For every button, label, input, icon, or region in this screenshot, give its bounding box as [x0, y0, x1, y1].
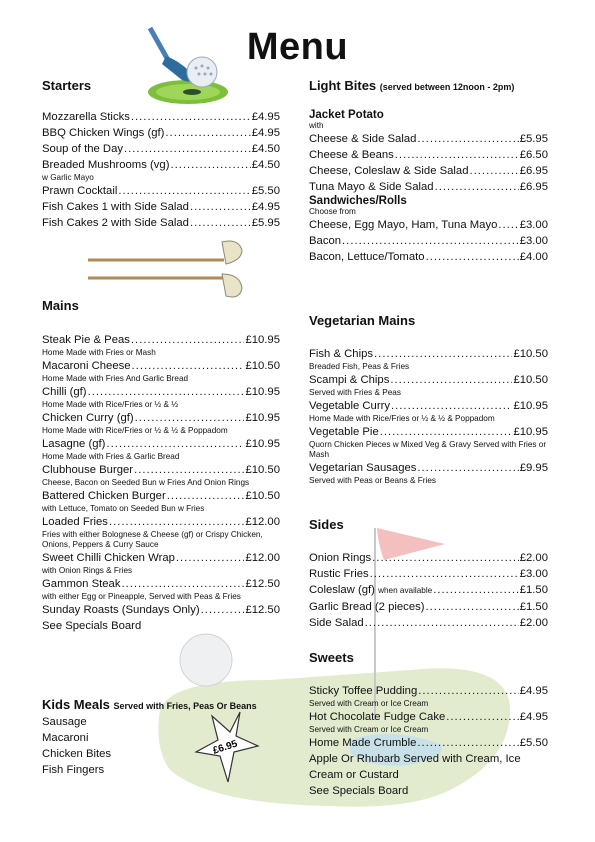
menu-item-name — [42, 462, 133, 478]
menu-item-row — [309, 398, 548, 414]
menu-item-row — [42, 410, 280, 426]
leader-dots — [106, 436, 244, 452]
menu-item-row — [309, 615, 548, 631]
menu-item-note: Served with Peas or Beans & Fries — [309, 476, 436, 485]
menu-item-name-text: Sticky Toffee Pudding — [309, 685, 418, 697]
sandwich-list — [309, 217, 548, 265]
page-title: Menu — [246, 26, 349, 68]
leader-dots — [165, 125, 250, 141]
menu-item-name — [309, 599, 425, 615]
menu-item-name-text: Chicken Curry (gf) — [42, 412, 134, 424]
menu-item-note: Breaded Fish, Peas & Fries — [309, 362, 410, 371]
leader-dots — [390, 372, 512, 388]
leader-dots — [88, 384, 245, 400]
menu-item-price: £4.95 — [519, 711, 548, 723]
leader-dots — [498, 217, 518, 233]
kids-item: Macaroni — [42, 732, 89, 744]
menu-item-name — [42, 384, 87, 400]
menu-item-name-text: Chilli (gf) — [42, 386, 87, 398]
mains-heading: Mains — [42, 298, 79, 313]
leader-dots — [135, 410, 245, 426]
starters-heading: Starters — [42, 78, 92, 93]
menu-item-name — [309, 163, 469, 179]
menu-item-price: £3.00 — [519, 568, 548, 580]
menu-item-name — [42, 436, 105, 452]
leader-dots — [201, 602, 245, 618]
menu-item-row — [42, 358, 280, 374]
menu-item-name-text: Sweet Chilli Chicken Wrap — [42, 552, 175, 564]
menu-item-note: with Onion Rings & Fries — [42, 566, 133, 575]
menu-item-row — [309, 163, 548, 179]
leader-dots — [118, 183, 250, 199]
jacket-heading: Jacket Potato — [309, 109, 384, 121]
menu-item-name — [309, 131, 416, 147]
menu-item-name-text: Vegetarian Sausages — [309, 462, 417, 474]
leader-dots — [426, 249, 519, 265]
menu-item-price: £4.95 — [251, 127, 280, 139]
leader-dots — [190, 215, 251, 231]
mains-see-specials: See Specials Board — [42, 620, 142, 632]
menu-item-price: £6.50 — [519, 149, 548, 161]
menu-item-row — [42, 141, 280, 157]
leader-dots — [131, 332, 245, 348]
menu-item-row — [309, 346, 548, 362]
menu-item-row — [42, 550, 280, 566]
menu-item-name — [309, 566, 369, 582]
menu-item-name-text: Cheese, Egg Mayo, Ham, Tuna Mayo — [309, 219, 498, 231]
menu-item-price: £1.50 — [519, 601, 548, 613]
leader-dots — [370, 566, 519, 582]
menu-item-price: £10.50 — [245, 360, 280, 372]
kids-heading-text: Kids Meals — [42, 697, 110, 712]
menu-item-note: Cheese, Bacon on Seeded Bun w Fries And Onion Rings — [42, 478, 250, 487]
menu-item-row — [309, 550, 548, 566]
menu-item-row — [42, 576, 280, 592]
menu-item-row — [309, 683, 548, 699]
jacket-with: with — [309, 121, 324, 130]
menu-item-price: £6.95 — [519, 165, 548, 177]
leader-dots — [121, 576, 244, 592]
menu-item-name — [309, 615, 364, 631]
menu-item-note: Served with Fries & Peas — [309, 388, 401, 397]
menu-item-price: £10.50 — [513, 374, 548, 386]
menu-item-price: £2.00 — [519, 617, 548, 629]
menu-item-price: £10.95 — [245, 412, 280, 424]
menu-item-name — [42, 514, 108, 530]
leader-dots — [380, 424, 513, 440]
menu-item-name — [42, 602, 200, 618]
menu-item-name-text: Steak Pie & Peas — [42, 334, 130, 346]
menu-item-row — [42, 488, 280, 504]
menu-item-note: Served with Cream or Ice Cream — [309, 725, 429, 734]
leader-dots — [170, 157, 250, 173]
leader-dots — [167, 488, 245, 504]
jacket-list — [309, 131, 548, 195]
menu-item-name-text: Fish Cakes 2 with Side Salad — [42, 217, 189, 229]
leader-dots — [372, 550, 519, 566]
menu-item-price: £12.00 — [245, 516, 280, 528]
mains-list — [42, 332, 280, 618]
menu-item-name — [42, 332, 130, 348]
menu-item-price: £5.50 — [251, 185, 280, 197]
leader-dots — [190, 199, 251, 215]
leader-dots — [391, 398, 512, 414]
menu-item-price: £9.95 — [519, 462, 548, 474]
menu-item-row — [309, 233, 548, 249]
menu-item-name-text: Prawn Cocktail — [42, 185, 118, 197]
menu-item-name-text: Clubhouse Burger — [42, 464, 134, 476]
starters-list — [42, 109, 280, 231]
menu-item-name — [42, 183, 117, 199]
menu-item-row — [42, 215, 280, 231]
menu-item-row — [42, 384, 280, 400]
menu-item-row — [309, 735, 548, 751]
menu-item-price: £4.50 — [251, 143, 280, 155]
menu-item-name — [309, 398, 390, 414]
menu-item-name — [42, 410, 134, 426]
menu-item-note: Home Made with Fries or Mash — [42, 348, 156, 357]
kids-item: Fish Fingers — [42, 764, 105, 776]
sweets-apple: Apple Or Rhubarb Served with Cream, Ice Cream or Custard — [309, 753, 521, 781]
menu-item-row — [309, 460, 548, 476]
menu-item-name-text: Cheese, Coleslaw & Side Salad — [309, 165, 469, 177]
menu-item-name — [42, 215, 189, 231]
kids-item: Chicken Bites — [42, 748, 112, 760]
sandwiches-choose: Choose from — [309, 207, 356, 216]
menu-item-name-text: Breaded Mushrooms (vg) — [42, 159, 170, 171]
menu-item-name — [309, 709, 445, 725]
menu-item-price: £10.95 — [245, 386, 280, 398]
menu-item-name — [42, 141, 123, 157]
menu-item-row — [42, 514, 280, 530]
menu-item-price: £5.95 — [519, 133, 548, 145]
menu-item-row — [309, 599, 548, 615]
menu-item-price: £4.95 — [251, 111, 280, 123]
menu-item-price: £10.95 — [245, 438, 280, 450]
menu-item-name — [309, 683, 417, 699]
leader-dots — [426, 599, 519, 615]
menu-item-row — [42, 199, 280, 215]
menu-item-name-text: Cheese & Beans — [309, 149, 394, 161]
menu-item-note: Served with Cream or Ice Cream — [309, 699, 429, 708]
menu-item-row — [309, 217, 548, 233]
menu-item-name-text: BBQ Chicken Wings (gf) — [42, 127, 165, 139]
leader-dots — [134, 462, 244, 478]
menu-item-name-text: Side Salad — [309, 617, 364, 629]
leader-dots — [446, 709, 518, 725]
menu-item-qualifier: when available — [378, 586, 433, 595]
menu-item-name-text: Vegetable Curry — [309, 400, 391, 412]
kids-subheading: Served with Fries, Peas Or Beans — [113, 701, 257, 711]
menu-item-name — [309, 582, 432, 599]
menu-item-name-text: Sunday Roasts (Sundays Only) — [42, 604, 200, 616]
menu-item-row — [309, 249, 548, 265]
menu-item-name-text: Macaroni Cheese — [42, 360, 131, 372]
menu-item-name-text: Scampi & Chips — [309, 374, 390, 386]
sides-section — [309, 517, 548, 631]
menu-item-row — [42, 436, 280, 452]
menu-item-price: £4.50 — [251, 159, 280, 171]
leader-dots — [374, 346, 512, 362]
menu-item-row — [42, 602, 280, 618]
menu-item-name-text: Tuna Mayo & Side Salad — [309, 181, 434, 193]
light-bites-subheading: (served between 12noon - 2pm) — [379, 82, 515, 92]
menu-item-price: £10.95 — [513, 400, 548, 412]
menu-item-price: £4.00 — [519, 251, 548, 263]
menu-item-row — [309, 372, 548, 388]
sweets-list — [309, 683, 548, 751]
menu-item-name-text: Gammon Steak — [42, 578, 121, 590]
leader-dots — [395, 147, 519, 163]
menu-item-name — [309, 735, 416, 751]
menu-item-price: £2.00 — [519, 552, 548, 564]
menu-item-price: £10.50 — [245, 464, 280, 476]
starters-section — [42, 78, 280, 231]
menu-item-name — [42, 550, 175, 566]
menu-item-name-text: Loaded Fries — [42, 516, 108, 528]
menu-item-name — [42, 109, 130, 125]
light-bites-heading — [309, 78, 548, 93]
light-bites-section — [309, 78, 548, 265]
menu-item-note: with either Egg or Pineapple, Served with Peas & Fries — [42, 592, 241, 601]
menu-item-row — [309, 424, 548, 440]
menu-item-row — [309, 131, 548, 147]
mains-section — [42, 298, 280, 634]
menu-item-row — [309, 179, 548, 195]
menu-item-price: £3.00 — [519, 219, 548, 231]
menu-item-name-text: Coleslaw (gf) — [309, 584, 375, 596]
menu-item-note: Fries with either Bolognese & Cheese (gf) or Crispy Chicken, Onions, Peppers & Curry Sauce — [42, 530, 263, 549]
sandwiches-heading: Sandwiches/Rolls — [309, 195, 407, 207]
menu-item-note: Home Made with Fries & Garlic Bread — [42, 452, 180, 461]
menu-item-row — [309, 582, 548, 599]
leader-dots — [109, 514, 244, 530]
veg-heading: Vegetarian Mains — [309, 313, 416, 328]
menu-item-price: £4.95 — [251, 201, 280, 213]
menu-item-price: £10.50 — [245, 490, 280, 502]
leader-dots — [433, 582, 518, 598]
menu-item-name-text: Bacon, Lettuce/Tomato — [309, 251, 425, 263]
veg-section — [309, 313, 548, 486]
menu-item-price: £12.50 — [245, 604, 280, 616]
menu-item-name — [42, 157, 169, 173]
menu-item-note: Home Made with Fries And Garlic Bread — [42, 374, 189, 383]
sides-heading: Sides — [309, 517, 344, 532]
menu-item-name — [42, 125, 164, 141]
menu-item-name — [309, 179, 434, 195]
menu-item-price: £6.95 — [519, 181, 548, 193]
kids-item: Sausage — [42, 716, 87, 728]
menu-item-name-text: Fish Cakes 1 with Side Salad — [42, 201, 189, 213]
menu-item-name-text: Mozzarella Sticks — [42, 111, 130, 123]
menu-item-name-text: Fish & Chips — [309, 348, 374, 360]
menu-item-name — [42, 576, 120, 592]
menu-item-name — [309, 550, 371, 566]
menu-item-note: Home Made with Rice/Fries or ½ & ½ — [42, 400, 179, 409]
menu-item-name-text: Soup of the Day — [42, 143, 124, 155]
menu-item-name-text: Cheese & Side Salad — [309, 133, 417, 145]
sides-list — [309, 550, 548, 631]
menu-item-price: £1.50 — [519, 584, 548, 596]
menu-item-note: w Garlic Mayo — [42, 173, 94, 182]
sweets-heading: Sweets — [309, 650, 354, 665]
leader-dots — [176, 550, 245, 566]
leader-dots — [418, 683, 518, 699]
menu-item-price: £5.50 — [519, 737, 548, 749]
leader-dots — [417, 460, 518, 476]
menu-item-name-text: Home Made Crumble — [309, 737, 417, 749]
menu-item-row — [42, 183, 280, 199]
menu-item-price: £12.00 — [245, 552, 280, 564]
menu-item-name — [309, 249, 425, 265]
menu-item-name — [309, 233, 341, 249]
menu-item-note: Home Made with Rice/Fries or ½ & ½ & Poppadom — [309, 414, 495, 423]
sweets-see-specials: See Specials Board — [309, 785, 409, 797]
menu-item-row — [42, 332, 280, 348]
menu-item-name — [42, 358, 131, 374]
leader-dots — [124, 141, 251, 157]
menu-item-name-text: Garlic Bread (2 pieces) — [309, 601, 425, 613]
leader-dots — [470, 163, 519, 179]
menu-item-name-text: Lasagne (gf) — [42, 438, 106, 450]
menu-item-price: £5.95 — [251, 217, 280, 229]
leader-dots — [365, 615, 519, 631]
menu-item-price: £12.50 — [245, 578, 280, 590]
veg-list — [309, 346, 548, 486]
menu-item-name-text: Hot Chocolate Fudge Cake — [309, 711, 446, 723]
menu-item-name — [309, 424, 379, 440]
menu-item-name — [309, 460, 416, 476]
menu-item-row — [42, 125, 280, 141]
menu-item-price: £10.50 — [513, 348, 548, 360]
menu-item-price: £10.95 — [245, 334, 280, 346]
menu-item-note: Quorn Chicken Pieces w Mixed Veg & Gravy Served with Fries or Mash — [309, 440, 547, 459]
menu-item-name — [309, 346, 373, 362]
menu-item-price: £10.95 — [513, 426, 548, 438]
menu-item-note: with Lettuce, Tomato on Seeded Bun w Fries — [42, 504, 205, 513]
sweets-section — [309, 650, 548, 799]
menu-item-name — [42, 488, 166, 504]
leader-dots — [417, 131, 518, 147]
leader-dots — [342, 233, 519, 249]
menu-item-name-text: Bacon — [309, 235, 342, 247]
menu-item-name-text: Vegetable Pie — [309, 426, 379, 438]
menu-item-row — [309, 147, 548, 163]
menu-item-price: £3.00 — [519, 235, 548, 247]
menu-item-row — [309, 709, 548, 725]
leader-dots — [435, 179, 519, 195]
menu-item-name — [309, 147, 394, 163]
leader-dots — [417, 735, 518, 751]
price-star-icon — [192, 706, 262, 786]
kids-star-price: £6.95 — [211, 738, 239, 757]
menu-item-name — [42, 199, 189, 215]
menu-item-row — [42, 462, 280, 478]
menu-item-row — [42, 157, 280, 173]
leader-dots — [132, 358, 245, 374]
menu-item-name-text: Battered Chicken Burger — [42, 490, 166, 502]
menu-item-name — [309, 217, 497, 233]
menu-item-name-text: Onion Rings — [309, 552, 372, 564]
menu-item-price: £4.95 — [519, 685, 548, 697]
leader-dots — [131, 109, 251, 125]
menu-item-note: Home Made with Rice/Fries or ½ & ½ & Poppadom — [42, 426, 228, 435]
menu-item-name — [309, 372, 389, 388]
menu-item-name-text: Rustic Fries — [309, 568, 369, 580]
golf-clubs-icon — [86, 236, 246, 304]
menu-item-row — [309, 566, 548, 582]
menu-item-row — [42, 109, 280, 125]
light-bites-heading-text: Light Bites — [309, 78, 377, 93]
